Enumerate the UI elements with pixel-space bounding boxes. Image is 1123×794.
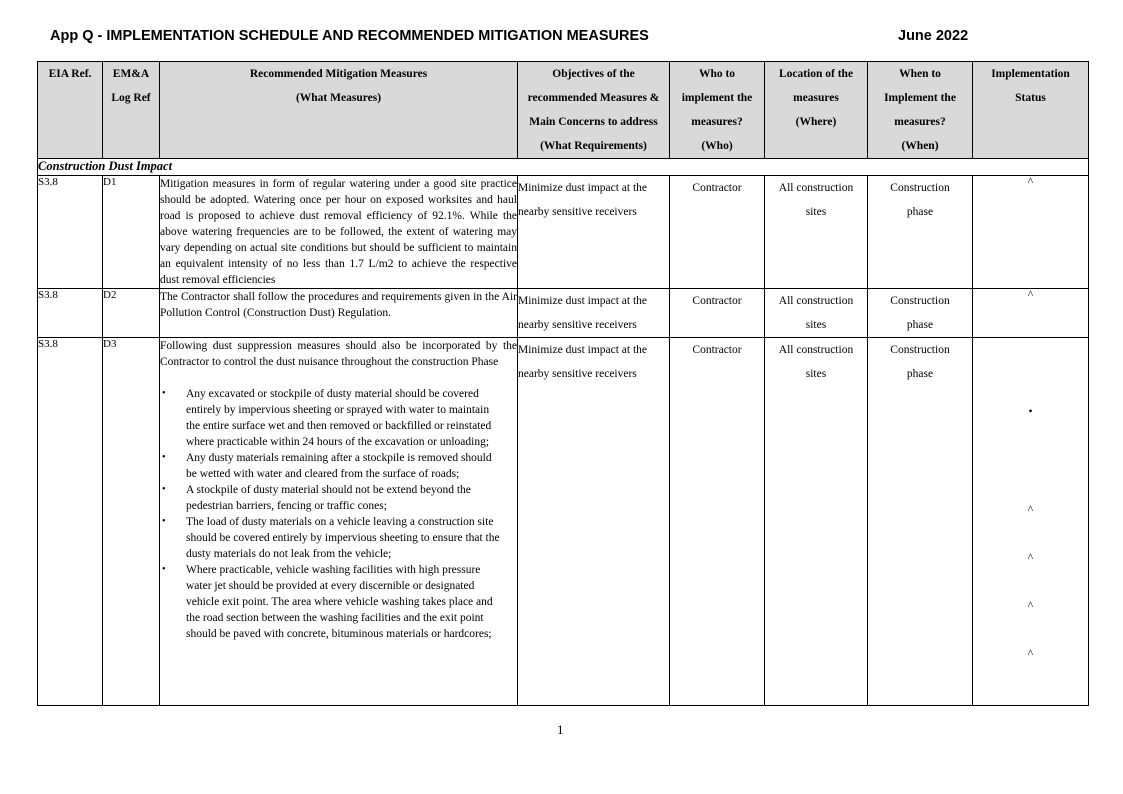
bullet-icon: • — [162, 516, 166, 527]
who-cell: Contractor — [670, 338, 765, 706]
eia-ref-cell: S3.8 — [38, 338, 103, 706]
when-cell: Construction phase — [868, 338, 973, 706]
list-item: • The load of dusty materials on a vehicle leaving a construction site should be covered entirely by impervious sheeting to ensure that the dusty materials do not leak from the vehicle; — [162, 516, 500, 560]
eia-ref-cell: S3.8 — [38, 289, 103, 338]
log-ref-cell: D1 — [103, 176, 160, 289]
page-number: 1 — [557, 722, 564, 737]
col-header-eia-ref: EIA Ref. — [38, 62, 103, 159]
objective-cell: Minimize dust impact at the nearby sensitive receivers — [518, 338, 670, 706]
objective-cell: Minimize dust impact at the nearby sensitive receivers — [518, 289, 670, 338]
list-item: • Any dusty materials remaining after a stockpile is removed should be wetted with water and cleared from the surface of roads; — [162, 452, 492, 480]
status-mark: • — [1028, 406, 1033, 418]
col-header-status: Implementation Status — [973, 62, 1089, 159]
document-title: App Q - IMPLEMENTATION SCHEDULE AND RECOMMENDED MITIGATION MEASURES — [50, 28, 649, 44]
table-row — [38, 338, 1089, 706]
location-cell: All construction sites — [765, 289, 868, 338]
table-row — [38, 176, 1089, 289]
log-ref-cell: D2 — [103, 289, 160, 338]
measure-cell: Mitigation measures in form of regular watering under a good site practice should be adopted. Watering once per hour on exposed worksites and haul road is proposed to achieve dust removal efficiency of 92.1%. While the above watering frequencies are to be followed, the extent of watering may vary depending on actual site conditions but should be sufficient to maintain an equivalent intensity of no less than 1.7 L/m2 to achieve the respective dust removal efficiencies — [160, 176, 518, 289]
bullet-icon: • — [162, 452, 166, 463]
location-cell: All construction sites — [765, 176, 868, 289]
who-cell: Contractor — [670, 176, 765, 289]
col-header-measures: Recommended Mitigation Measures (What Measures) — [160, 62, 518, 159]
bullet-icon: • — [162, 388, 166, 399]
when-cell: Construction phase — [868, 289, 973, 338]
measure-intro: Following dust suppression measures should also be incorporated by the Contractor to control the dust nuisance throughout the construction Phase — [160, 340, 517, 368]
when-cell: Construction phase — [868, 176, 973, 289]
section-title: Construction Dust Impact — [38, 159, 1089, 176]
status-mark: ^ — [1027, 600, 1034, 612]
status-cell — [973, 338, 1089, 706]
status-mark: ^ — [1027, 648, 1034, 660]
status-cell: ^ — [973, 289, 1089, 338]
log-ref-cell: D3 — [103, 338, 160, 706]
list-item: • Where practicable, vehicle washing facilities with high pressure water jet should be provided at every discernible or designated vehicle exit point. The area where vehicle washing takes place and the road section between the washing facilities and the exit point should be paved with concrete, bituminous materials or hardcores; — [162, 564, 493, 640]
status-mark: ^ — [1027, 552, 1034, 564]
list-item: • Any excavated or stockpile of dusty material should be covered entirely by impervious sheeting or sprayed with water to maintain the entire surface wet and then removed or backfilled or reinstated where practicable within 24 hours of the excavation or unloading; — [162, 388, 492, 448]
who-cell: Contractor — [670, 289, 765, 338]
objective-cell: Minimize dust impact at the nearby sensitive receivers — [518, 176, 670, 289]
col-header-objectives: Objectives of the recommended Measures & Main Concerns to address (What Requirements) — [518, 62, 670, 159]
col-header-when: When to Implement the measures? (When) — [868, 62, 973, 159]
col-header-location: Location of the measures (Where) — [765, 62, 868, 159]
location-cell: All construction sites — [765, 338, 868, 706]
measure-cell: The Contractor shall follow the procedures and requirements given in the Air Pollution Control (Construction Dust) Regulation. — [160, 289, 518, 338]
measure-bullet-list — [160, 386, 517, 642]
implementation-schedule-table — [37, 61, 1089, 706]
section-row — [38, 159, 1089, 176]
status-mark: ^ — [1027, 504, 1034, 516]
bullet-icon: • — [162, 564, 166, 575]
list-item: • A stockpile of dusty material should not be extend beyond the pedestrian barriers, fencing or traffic cones; — [162, 484, 471, 512]
measure-cell — [160, 338, 518, 706]
status-cell: ^ — [973, 176, 1089, 289]
eia-ref-cell: S3.8 — [38, 176, 103, 289]
bullet-icon: • — [162, 484, 166, 495]
col-header-ema-log-ref: EM&A Log Ref — [103, 62, 160, 159]
col-header-who: Who to implement the measures? (Who) — [670, 62, 765, 159]
table-header-row — [38, 62, 1089, 159]
document-date: June 2022 — [898, 28, 969, 44]
table-row — [38, 289, 1089, 338]
